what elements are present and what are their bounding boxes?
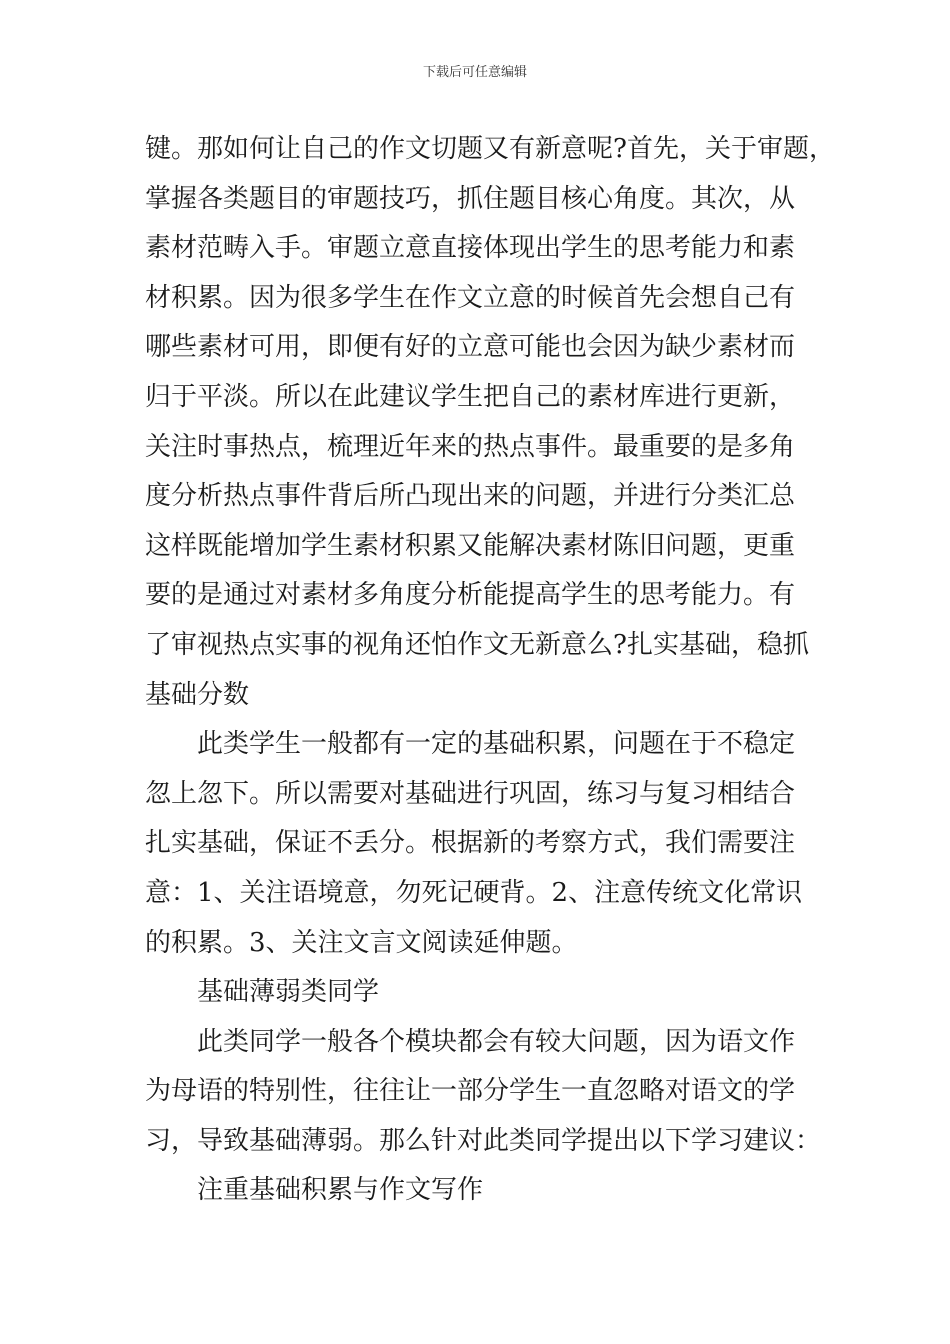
body-line: 了审视热点实事的视角还怕作文无新意么?扎实基础，稳抓 <box>145 629 809 660</box>
paragraph-start-line: 此类同学一般各个模块都会有较大问题，因为语文作 <box>197 1026 796 1057</box>
body-line: 习，导致基础薄弱。那么针对此类同学提出以下学习建议： <box>145 1125 822 1156</box>
section-heading: 注重基础积累与作文写作 <box>197 1175 484 1206</box>
body-line: 度分析热点事件背后所凸现出来的问题，并进行分类汇总 <box>145 481 796 512</box>
body-line: 意：1、关注语境意，勿死记硬背。2、注意传统文化常识 <box>145 877 803 908</box>
paragraph-start-line: 此类学生一般都有一定的基础积累，问题在于不稳定 <box>197 729 796 760</box>
page-header: 下载后可任意编辑 <box>422 65 527 80</box>
body-line: 掌握各类题目的审题技巧，抓住题目核心角度。其次，从 <box>145 183 796 214</box>
section-heading: 基础薄弱类同学 <box>197 977 380 1008</box>
body-line: 关注时事热点，梳理近年来的热点事件。最重要的是多角 <box>145 431 796 462</box>
body-line: 归于平淡。所以在此建议学生把自己的素材库进行更新， <box>145 381 796 412</box>
body-line: 哪些素材可用，即便有好的立意可能也会因为缺少素材而 <box>145 332 796 363</box>
body-line: 忽上忽下。所以需要对基础进行巩固，练习与复习相结合 <box>145 778 796 809</box>
body-line: 这样既能增加学生素材积累又能解决素材陈旧问题，更重 <box>145 530 796 561</box>
body-line: 为母语的特别性，往往让一部分学生一直忽略对语文的学 <box>145 1076 796 1107</box>
body-line: 扎实基础，保证不丢分。根据新的考察方式，我们需要注 <box>145 828 796 859</box>
body-line: 材积累。因为很多学生在作文立意的时候首先会想自己有 <box>145 282 796 313</box>
body-line: 要的是通过对素材多角度分析能提高学生的思考能力。有 <box>145 580 796 611</box>
body-line: 素材范畴入手。审题立意直接体现出学生的思考能力和素 <box>145 233 796 264</box>
body-line: 基础分数 <box>145 679 250 710</box>
body-line: 的积累。3、关注文言文阅读延伸题。 <box>145 927 578 958</box>
document-body <box>145 125 835 1216</box>
body-line: 键。那如何让自己的作文切题又有新意呢?首先，关于审题， <box>145 134 835 164</box>
